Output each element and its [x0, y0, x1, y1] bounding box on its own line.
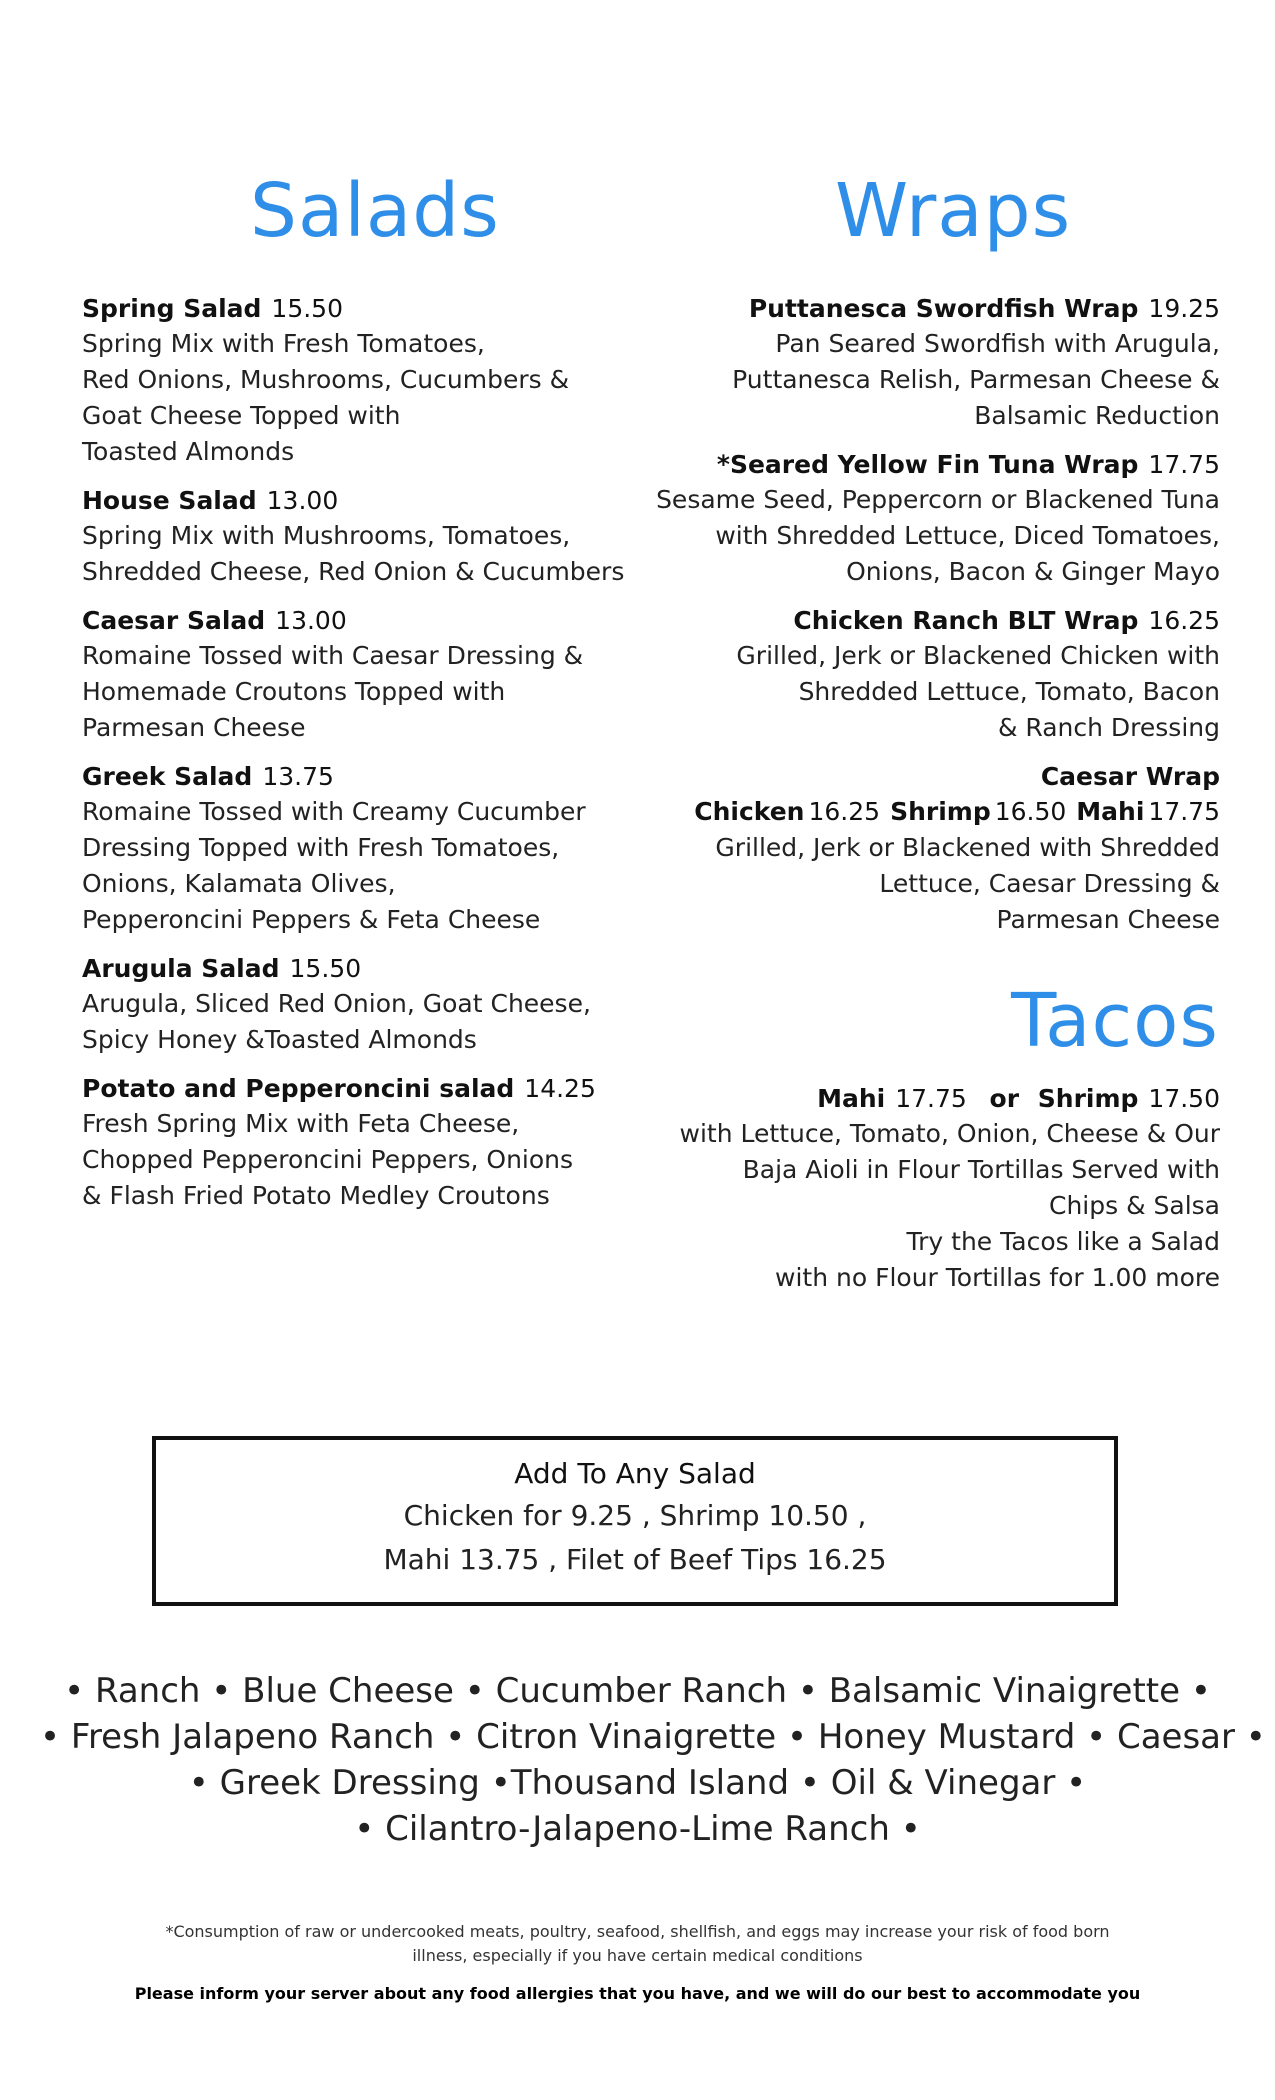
- item-price: 13.00: [266, 486, 339, 515]
- dressings-line: • Ranch • Blue Cheese • Cucumber Ranch • Balsamic Vinaigrette •: [64, 1671, 1211, 1711]
- item-name: Chicken Ranch BLT Wrap: [793, 606, 1139, 635]
- option-label: Chicken: [694, 797, 805, 826]
- item-price: 19.25: [1148, 294, 1220, 323]
- consumption-disclaimer: [110, 1920, 1165, 1968]
- item-name: Caesar Wrap: [1040, 762, 1220, 791]
- add-box-title: Add To Any Salad: [514, 1457, 756, 1490]
- desc-line: Arugula, Sliced Red Onion, Goat Cheese,: [82, 989, 591, 1018]
- menu-item-spring-salad: [82, 292, 622, 470]
- option-price: 17.50: [1148, 1084, 1220, 1113]
- menu-item-swordfish-wrap: [620, 292, 1220, 434]
- menu-item-chicken-ranch-blt-wrap: [620, 604, 1220, 746]
- item-price: 13.00: [275, 606, 347, 635]
- desc-line: Toasted Almonds: [82, 437, 295, 466]
- item-name: Spring Salad: [82, 294, 262, 323]
- item-name: *Seared Yellow Fin Tuna Wrap: [716, 450, 1139, 479]
- item-description: [600, 1116, 1220, 1296]
- item-description: [82, 794, 622, 938]
- or-text: or: [989, 1084, 1020, 1113]
- item-description: [82, 638, 622, 746]
- menu-item-greek-salad: [82, 760, 622, 938]
- salads-heading: Salads: [250, 168, 500, 254]
- option-label: Mahi: [817, 1084, 886, 1113]
- disclaimer-line: *Consumption of raw or undercooked meats, poultry, seafood, shellfish, and eggs may increase your risk of food born: [165, 1922, 1110, 1941]
- desc-line: Chopped Pepperoncini Peppers, Onions: [82, 1145, 574, 1174]
- desc-line: with Lettuce, Tomato, Onion, Cheese & Our: [679, 1119, 1220, 1148]
- desc-line: Onions, Kalamata Olives,: [82, 869, 396, 898]
- caesar-wrap-options: [620, 794, 1220, 830]
- tacos-section: [600, 1082, 1220, 1296]
- desc-line: Grilled, Jerk or Blackened Chicken with: [736, 641, 1220, 670]
- desc-line: Red Onions, Mushrooms, Cucumbers &: [82, 365, 570, 394]
- desc-line: Baja Aioli in Flour Tortillas Served with: [742, 1155, 1220, 1184]
- desc-line: Puttanesca Relish, Parmesan Cheese &: [732, 365, 1220, 394]
- item-description: [82, 986, 622, 1058]
- desc-line: Goat Cheese Topped with: [82, 401, 401, 430]
- desc-line: & Flash Fried Potato Medley Croutons: [82, 1181, 550, 1210]
- desc-line: with Shredded Lettuce, Diced Tomatoes,: [715, 521, 1220, 550]
- menu-item-caesar-salad: [82, 604, 622, 746]
- desc-line: Parmesan Cheese: [82, 713, 306, 742]
- option-label: Shrimp: [890, 797, 991, 826]
- wraps-column: [620, 292, 1220, 952]
- desc-line: Spring Mix with Mushrooms, Tomatoes,: [82, 521, 571, 550]
- item-description: [82, 326, 622, 470]
- item-name: Arugula Salad: [82, 954, 280, 983]
- desc-line: & Ranch Dressing: [997, 713, 1220, 742]
- desc-line: Try the Tacos like a Salad: [906, 1227, 1220, 1256]
- desc-line: Chips & Salsa: [1048, 1191, 1220, 1220]
- item-price: 15.50: [271, 294, 343, 323]
- option-price: 17.75: [895, 1084, 967, 1113]
- desc-line: Shredded Cheese, Red Onion & Cucumbers: [82, 557, 625, 586]
- tacos-options: [600, 1082, 1220, 1116]
- menu-item-tuna-wrap: [620, 448, 1220, 590]
- desc-line: Spicy Honey &Toasted Almonds: [82, 1025, 477, 1054]
- desc-line: Pan Seared Swordfish with Arugula,: [775, 329, 1220, 358]
- desc-line: Shredded Lettuce, Tomato, Bacon: [798, 677, 1220, 706]
- item-price: 15.50: [289, 954, 362, 983]
- item-name: Caesar Salad: [82, 606, 266, 635]
- desc-line: Fresh Spring Mix with Feta Cheese,: [82, 1109, 520, 1138]
- item-description: [620, 638, 1220, 746]
- item-description: [620, 326, 1220, 434]
- desc-line: Lettuce, Caesar Dressing &: [879, 869, 1220, 898]
- disclaimer-line: illness, especially if you have certain medical conditions: [412, 1946, 863, 1965]
- dressings-line: • Cilantro-Jalapeno-Lime Ranch •: [354, 1809, 921, 1849]
- allergy-note: Please inform your server about any food allergies that you have, and we will do our best to accommodate you: [134, 1984, 1141, 2003]
- desc-line: Homemade Croutons Topped with: [82, 677, 506, 706]
- item-price: 16.25: [1148, 606, 1220, 635]
- desc-line: Balsamic Reduction: [974, 401, 1220, 430]
- menu-item-potato-pepperoncini-salad: [82, 1072, 622, 1214]
- dressings-line: • Greek Dressing •Thousand Island • Oil & Vinegar •: [188, 1763, 1087, 1803]
- item-description: [620, 482, 1220, 590]
- menu-item-arugula-salad: [82, 952, 622, 1058]
- item-price: 17.75: [1148, 450, 1220, 479]
- option-price: 17.75: [1148, 797, 1220, 826]
- desc-line: Parmesan Cheese: [996, 905, 1220, 934]
- add-box-line: Chicken for 9.25 , Shrimp 10.50 ,: [403, 1499, 867, 1532]
- option-label: Shrimp: [1037, 1084, 1139, 1113]
- add-to-salad-box: [152, 1436, 1118, 1606]
- item-price: 14.25: [524, 1074, 596, 1103]
- option-price: 16.25: [808, 797, 881, 826]
- desc-line: Onions, Bacon & Ginger Mayo: [846, 557, 1220, 586]
- menu-item-caesar-wrap: [620, 760, 1220, 938]
- item-name: Puttanesca Swordfish Wrap: [748, 294, 1139, 323]
- desc-line: Spring Mix with Fresh Tomatoes,: [82, 329, 485, 358]
- desc-line: with no Flour Tortillas for 1.00 more: [775, 1263, 1220, 1292]
- desc-line: Dressing Topped with Fresh Tomatoes,: [82, 833, 560, 862]
- dressings-list: [40, 1668, 1266, 1852]
- tacos-heading: Tacos: [1011, 978, 1219, 1064]
- item-name: Greek Salad: [82, 762, 253, 791]
- wraps-heading: Wraps: [835, 168, 1072, 254]
- item-name: Potato and Pepperoncini salad: [82, 1074, 515, 1103]
- item-description: [82, 518, 625, 590]
- salads-column: [82, 292, 625, 1228]
- menu-item-house-salad: [82, 484, 625, 590]
- item-name: House Salad: [82, 486, 257, 515]
- option-label: Mahi: [1076, 797, 1145, 826]
- item-description: [82, 1106, 622, 1214]
- desc-line: Romaine Tossed with Caesar Dressing &: [82, 641, 584, 670]
- add-box-line: Mahi 13.75 , Filet of Beef Tips 16.25: [383, 1543, 887, 1576]
- dressings-line: • Fresh Jalapeno Ranch • Citron Vinaigrette • Honey Mustard • Caesar •: [40, 1717, 1266, 1757]
- desc-line: Sesame Seed, Peppercorn or Blackened Tuna: [656, 485, 1220, 514]
- item-price: 13.75: [262, 762, 334, 791]
- desc-line: Pepperoncini Peppers & Feta Cheese: [82, 905, 541, 934]
- desc-line: Grilled, Jerk or Blackened with Shredded: [715, 833, 1220, 862]
- desc-line: Romaine Tossed with Creamy Cucumber: [82, 797, 586, 826]
- item-description: [620, 830, 1220, 938]
- option-price: 16.50: [994, 797, 1067, 826]
